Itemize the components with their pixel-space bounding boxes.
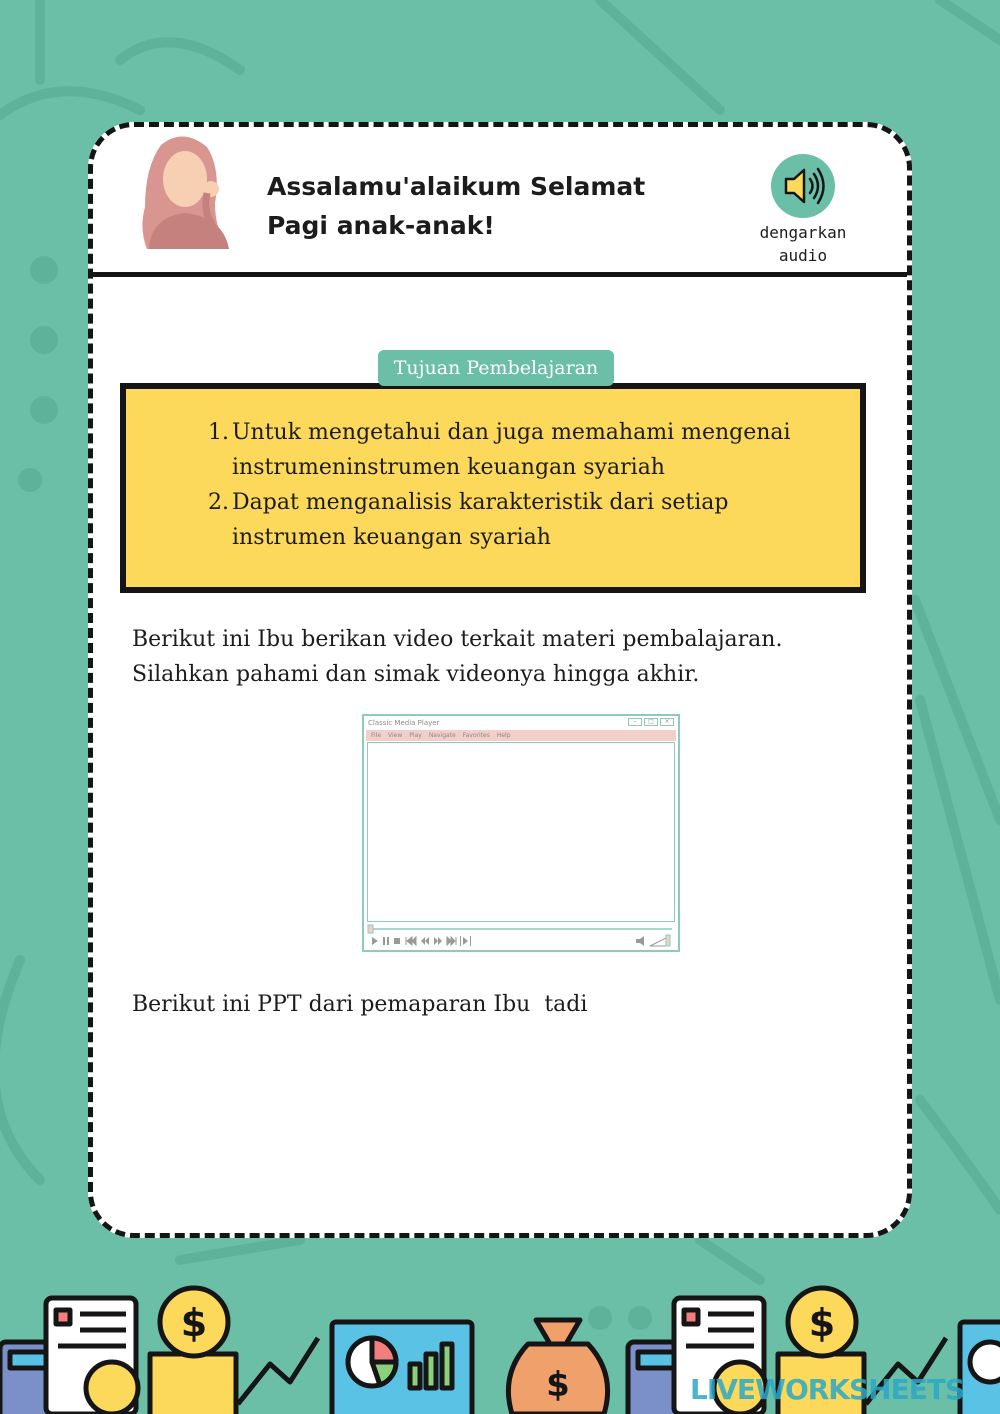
learning-objectives-box xyxy=(120,383,866,593)
teacher-avatar-icon xyxy=(131,133,235,253)
fast-forward-icon xyxy=(434,937,442,945)
audio-label-line-2: audio xyxy=(778,246,828,265)
maximize-button[interactable]: □ xyxy=(644,718,658,726)
menu-view[interactable]: View xyxy=(388,732,403,739)
greeting-heading xyxy=(267,167,687,245)
frame-step-icon xyxy=(463,937,468,945)
play-icon xyxy=(372,937,378,945)
ppt-intro-text: Berikut ini PPT dari pemaparan Ibu tadi xyxy=(132,992,588,1017)
intro-line-2: Silahkan pahami dan simak videonya hingga akhir. xyxy=(132,662,700,687)
objective-number: 2. xyxy=(208,490,229,515)
video-intro-text xyxy=(132,622,832,692)
watermark-text: LIVEWORKSHEETS xyxy=(690,1372,965,1406)
stop-icon xyxy=(394,938,400,944)
seek-handle xyxy=(368,925,373,933)
menu-navigate[interactable]: Navigate xyxy=(428,732,456,739)
objective-text: Untuk mengetahui dan juga memahami mengenai instrumeninstrumen keuangan syariah xyxy=(232,420,791,480)
player-title: Classic Media Player xyxy=(368,719,440,727)
player-window-buttons xyxy=(628,718,674,726)
menu-play[interactable]: Play xyxy=(409,732,422,739)
greeting-line-2: Pagi anak-anak! xyxy=(267,211,495,240)
objective-number: 1. xyxy=(208,420,229,445)
coin-stack-icon xyxy=(150,1354,236,1414)
listen-audio-button[interactable] xyxy=(748,153,858,269)
next-icon xyxy=(447,937,456,945)
objectives-list xyxy=(126,415,860,555)
video-screen[interactable] xyxy=(367,742,675,922)
svg-text:$: $ xyxy=(546,1365,570,1405)
rewind-icon xyxy=(421,937,429,945)
speaker-icon xyxy=(770,153,836,219)
menu-favorites[interactable]: Favorites xyxy=(462,732,490,739)
intro-line-1: Berikut ini Ibu berikan video terkait materi pembalajaran. xyxy=(132,627,783,652)
growth-arrow-icon xyxy=(238,1338,318,1404)
player-controls[interactable] xyxy=(364,924,678,950)
minimize-button[interactable]: – xyxy=(628,718,642,726)
menu-help[interactable]: Help xyxy=(496,732,511,739)
volume-icon xyxy=(636,936,644,946)
liveworksheets-watermark xyxy=(690,1372,964,1406)
svg-text:$: $ xyxy=(808,1301,836,1345)
worksheet-card xyxy=(88,122,912,1238)
svg-text:$: $ xyxy=(180,1301,208,1345)
audio-label-line-1: dengarkan xyxy=(759,223,847,242)
greeting-line-1: Assalamu'alaikum Selamat xyxy=(267,172,646,201)
objective-text: Dapat menganalisis karakteristik dari setiap instrumen keuangan syariah xyxy=(232,490,729,550)
objective-item-2 xyxy=(208,485,792,555)
card-header xyxy=(93,127,907,277)
player-menubar xyxy=(366,730,676,741)
menu-file[interactable]: File xyxy=(371,732,382,739)
close-button[interactable]: × xyxy=(660,718,674,726)
pause-icon xyxy=(383,937,385,945)
learning-objectives-tag: Tujuan Pembelajaran xyxy=(378,350,614,386)
coin-icon xyxy=(86,1362,138,1414)
objective-item-1 xyxy=(208,415,792,485)
previous-icon xyxy=(406,937,416,945)
video-player[interactable] xyxy=(362,714,680,952)
